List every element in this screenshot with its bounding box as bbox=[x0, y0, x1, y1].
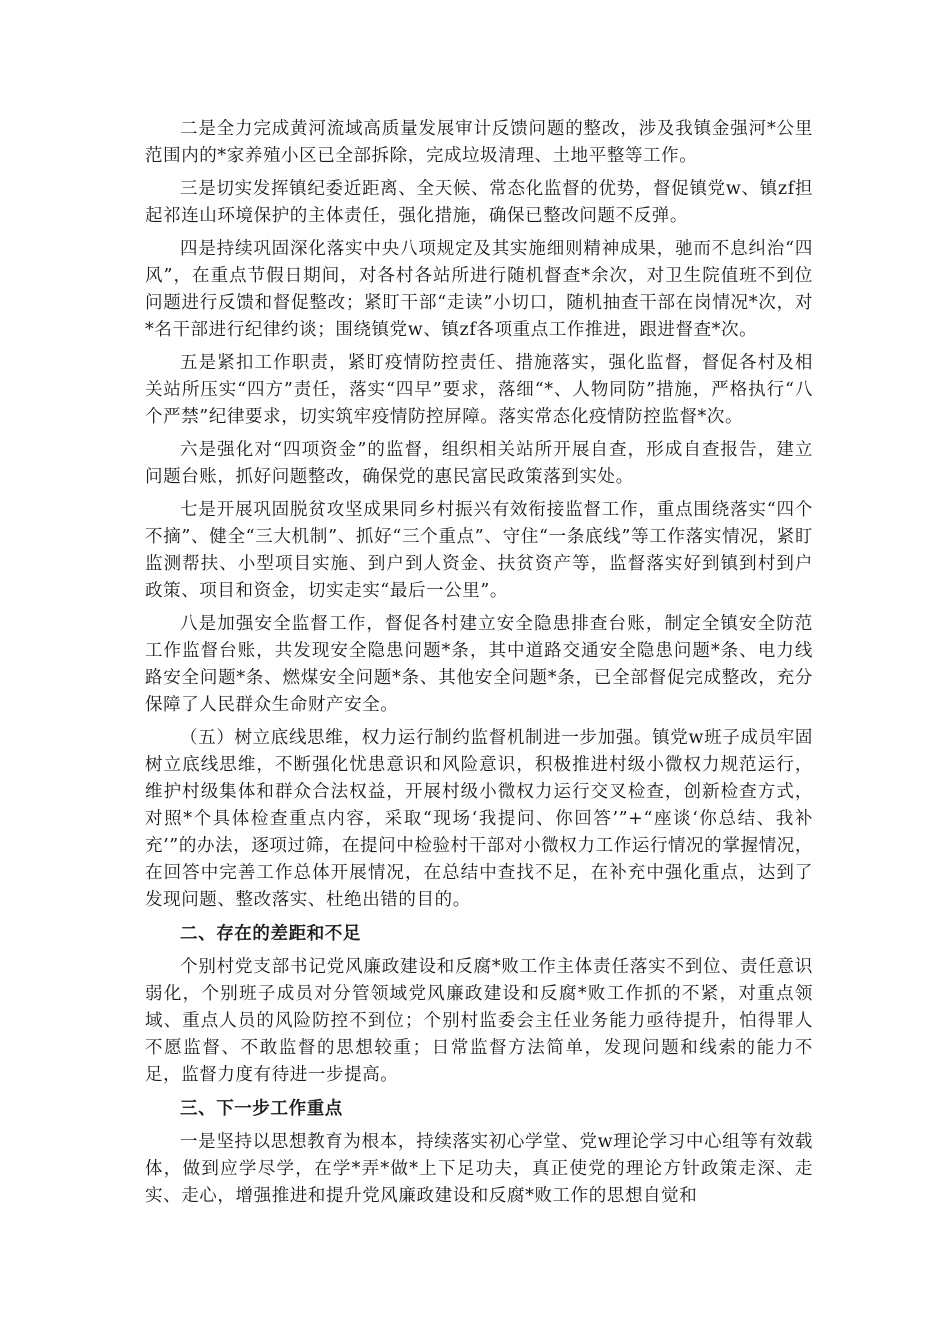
paragraph-item-6: 六是强化对“四项资金”的监督，组织相关站所开展自查，形成自查报告，建立问题台账，抓好问题整改，确保党的惠民富民政策落到实处。 bbox=[145, 440, 813, 487]
paragraph-item-2: 二是全力完成黄河流域高质量发展审计反馈问题的整改，涉及我镇金强河*公里范围内的*家养殖小区已全部拆除，完成垃圾清理、土地平整等工作。 bbox=[145, 119, 813, 166]
paragraph-item-8: 八是加强安全监督工作，督促各村建立安全隐患排查台账，制定全镇安全防范工作监督台账，共发现安全隐患问题*条，其中道路交通安全隐患问题*条、电力线路安全问题*条、燃煤安全问题*条、其他安全问题*条，已全部督促完成整改，充分保障了人民群众生命财产安全。 bbox=[145, 614, 813, 715]
paragraph-next-steps: 一是坚持以思想教育为根本，持续落实初心学堂、党w理论学习中心组等有效载体，做到应学尽学，在学*弄*做*上下足功夫，真正使党的理论方针政策走深、走实、走心，增强推进和提升党风廉政建设和反腐*败工作的思想自觉和 bbox=[145, 1132, 813, 1206]
paragraph-item-5: 五是紧扣工作职责，紧盯疫情防控责任、措施落实，强化监督，督促各村及相关站所压实“四方”责任，落实“四早”要求，落细“*、人物同防”措施，严格执行“八个严禁”纪律要求，切实筑牢疫情防控屏障。落实常态化疫情防控监督*次。 bbox=[145, 353, 813, 427]
paragraph-item-3: 三是切实发挥镇纪委近距离、全天候、常态化监督的优势，督促镇党w、镇zf担起祁连山环境保护的主体责任，强化措施，确保已整改问题不反弹。 bbox=[145, 179, 813, 226]
paragraph-gaps: 个别村党支部书记党风廉政建设和反腐*败工作主体责任落实不到位、责任意识弱化，个别班子成员对分管领域党风廉政建设和反腐*败工作抓的不紧，对重点领域、重点人员的风险防控不到位；个别村监委会主任业务能力亟待提升，怕得罪人不愿监督、不敢监督的思想较重；日常监督方法简单，发现问题和线索的能力不足，监督力度有待进一步提高。 bbox=[145, 957, 813, 1085]
section-heading-next-steps: 三、下一步工作重点 bbox=[180, 1099, 343, 1119]
paragraph-item-4: 四是持续巩固深化落实中央八项规定及其实施细则精神成果，驰而不息纠治“四风”，在重点节假日期间，对各村各站所进行随机督查*余次，对卫生院值班不到位问题进行反馈和督促整改；紧盯干部“走读”小切口，随机抽查干部在岗情况*次，对*名干部进行纪律约谈；围绕镇党w、镇zf各项重点工作推进，跟进督查*次。 bbox=[145, 239, 813, 340]
section-heading-gaps: 二、存在的差距和不足 bbox=[180, 924, 361, 944]
paragraph-item-7: 七是开展巩固脱贫攻坚成果同乡村振兴有效衔接监督工作，重点围绕落实“四个不摘”、健全“三大机制”、抓好“三个重点”、守住“一条底线”等工作落实情况，紧盯监测帮扶、小型项目实施、到户到人资金、扶贫资产等，监督落实好到镇到村到户政策、项目和资金，切实走实“最后一公里”。 bbox=[145, 500, 813, 601]
paragraph-section-5: （五）树立底线思维，权力运行制约监督机制进一步加强。镇党w班子成员牢固树立底线思维，不断强化忧患意识和风险意识，积极推进村级小微权力规范运行，维护村级集体和群众合法权益，开展村级小微权力运行交叉检查，创新检查方式，对照*个具体检查重点内容，采取“现场‘我提问、你回答’”+“座谈‘你总结、我补充’”的办法，逐项过筛，在提问中检验村干部对小微权力工作运行情况的掌握情况，在回答中完善工作总体开展情况，在总结中查找不足，在补充中强化重点，达到了发现问题、整改落实、杜绝出错的目的。 bbox=[145, 728, 813, 910]
document-body bbox=[145, 116, 813, 1216]
